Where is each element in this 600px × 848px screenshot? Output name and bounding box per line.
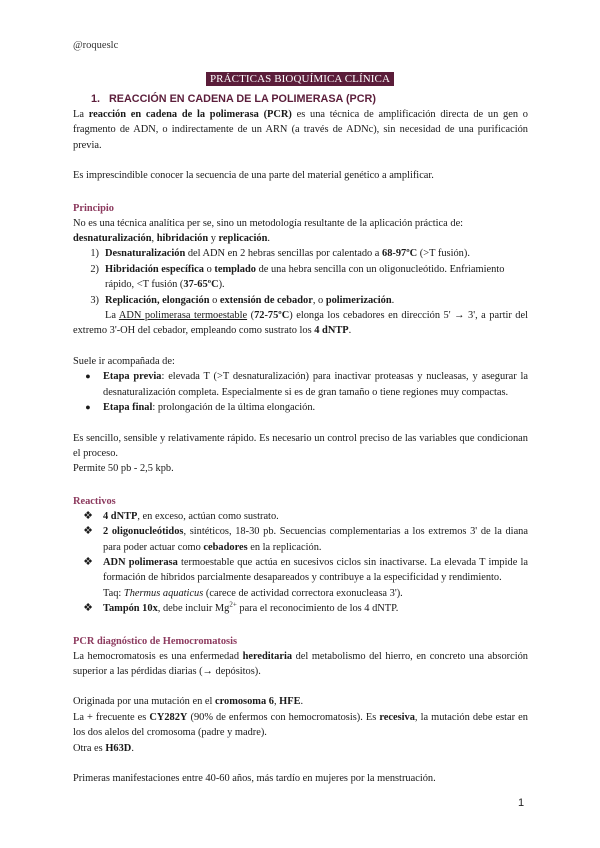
step-item: 1) Desnaturalización del ADN en 2 hebras sencillas por calentado a 68-97ºC (>T fusión). — [90, 248, 470, 260]
page-number: 1 — [518, 797, 525, 809]
hemo-frequent: La + frecuente es CY282Y (90% de enfermos con hemocromatosis). Es recesiva, la mutación debe estar en los dos alelos del cromosoma (padre y madre). — [73, 711, 528, 739]
list-item: ❖ ADN polimerasa termoestable que actúa en sucesivos ciclos sin inactivarse. La elevada T impide la formación de híbridos parcialmente desapareados y contribuye a la especificidad y rendimiento. Taq: Thermus aquaticus (carece de actividad correctora exonucleasa 3'). — [83, 555, 528, 599]
section-heading-pcr: 1. REACCIÓN EN CADENA DE LA POLIMERASA (PCR) — [91, 93, 376, 105]
step-item: 3) Replicación, elongación o extensión de cebador, o polimerización. — [90, 294, 395, 306]
stage-list — [73, 369, 528, 415]
step3-detail: La ADN polimerasa termoestable (72-75ºC) elonga los cebadores en dirección 5' → 3', a partir del extremo 3'-OH del cebador, empleando como sustrato los 4 dNTP. — [73, 310, 528, 337]
hemocromatosis-heading: PCR diagnóstico de Hemocromatosis — [73, 635, 238, 647]
list-item: ❖ 4 dNTP, en exceso, actúan como sustrato. — [83, 509, 279, 522]
hemo-origin: Originada por una mutación en el cromosoma 6, HFE. — [73, 696, 304, 708]
principio-range: Permite 50 pb - 2,5 kpb. — [73, 463, 174, 475]
principio-summary: Es sencillo, sensible y relativamente rápido. Es necesario un control preciso de las variables que condicionan el proceso. — [73, 432, 528, 459]
list-item: ● Etapa previa: elevada T (>T desnaturalización) para inactivar proteasas y nucleasas, y asegurar la desnaturalización completa. Especialmente si es de gran tamaño o tiene regiones muy compactas. — [85, 371, 528, 398]
author-handle: @roqueslc — [73, 40, 119, 51]
step-item: 2) Hibridación específica o templado de una hebra sencilla con un oligonucleótido. Enfriamiento rápido, <T fusión (37-65ºC). — [90, 263, 505, 291]
principio-text: No es una técnica analítica per se, sino un metodología resultante de la aplicación práctica de: — [73, 217, 464, 229]
reactivos-heading: Reactivos — [73, 495, 116, 507]
list-item: ● Etapa final: prolongación de la última elongación. — [85, 402, 316, 414]
taq-note: Taq: Thermus aquaticus (carece de actividad correctora exonucleasa 3'). — [103, 587, 403, 599]
list-item: ❖ 2 oligonucleótidos, sintéticos, 18-30 pb. Secuencias complementarias a los extremos 3' de la diana para poder actuar como cebadores en la replicación. — [83, 525, 528, 553]
principio-step-list — [73, 246, 528, 308]
page-title: PRÁCTICAS BIOQUÍMICA CLÍNICA — [206, 72, 394, 86]
hemo-definition: La hemocromatosis es una enfermedad hereditaria del metabolismo del hierro, en concreto una absorción superior a las pérdidas diarias (→ depósitos). — [73, 650, 528, 677]
pcr-intro: La reacción en cadena de la polimerasa (PCR) es una técnica de amplificación directa de un gen o fragmento de ADN, o indirectamente de un ARN (a través de ADNc), sin necesidad de una purificación previa. — [73, 109, 528, 151]
principio-steps-summary: desnaturalización, hibridación y replicación. — [73, 233, 270, 245]
principio-heading: Principio — [73, 202, 114, 214]
accompanied-intro: Suele ir acompañada de: — [73, 355, 175, 367]
reagent-list — [73, 509, 528, 617]
list-item: ❖ Tampón 10x, debe incluir $Mg^{2+}$ para el reconocimiento de los 4 dNTP. — [83, 600, 399, 615]
pcr-prerequisite: Es imprescindible conocer la secuencia de una parte del material genético a amplificar. — [73, 170, 434, 182]
hemo-other: Otra es H63D. — [73, 742, 134, 754]
document-body — [73, 92, 528, 786]
hemo-onset: Primeras manifestaciones entre 40-60 años, más tardío en mujeres por la menstruación. — [73, 773, 436, 784]
